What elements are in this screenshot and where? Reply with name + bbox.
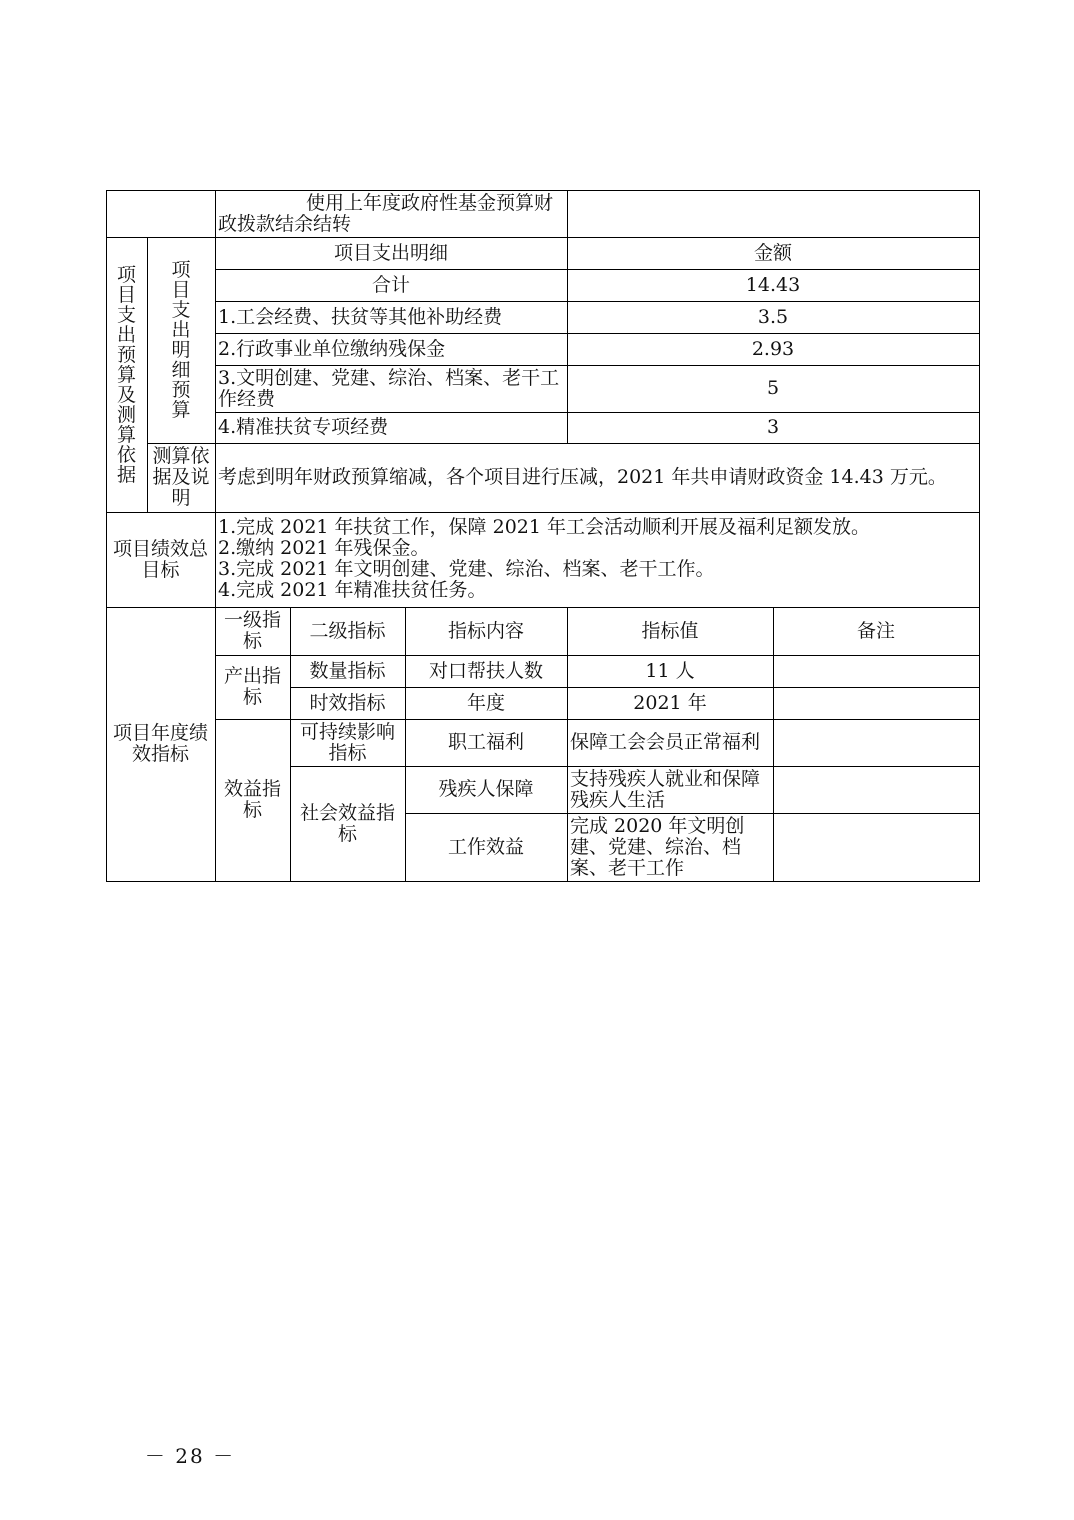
header-value: 指标值 (641, 619, 699, 642)
grid-line (147, 443, 980, 444)
indicator-remark (773, 655, 979, 687)
budget-item-amount: 3 (766, 416, 780, 438)
indicator-value: 保障工会会员正常福利 (570, 731, 761, 753)
goal-line: 4.完成 2021 年精准扶贫任务。 (218, 579, 487, 601)
grid-line (215, 333, 980, 334)
goal-line: 1.完成 2021 年扶贫工作，保障 2021 年工会活动顺利开展及福利足额发放。 (218, 516, 870, 538)
budget-detail-label-text: 项目支出明细预算 (171, 259, 191, 421)
budget-item-amount: 5 (766, 377, 780, 399)
indicator-remark (773, 766, 979, 813)
grid-line (215, 655, 980, 656)
indicator-content: 年度 (466, 691, 505, 714)
header-level2: 二级指标 (309, 619, 386, 642)
top-row-blank (106, 190, 215, 237)
indicator-value: 2021 年 (633, 691, 707, 714)
total-label: 合计 (371, 273, 410, 296)
indicator-level2: 数量指标 (309, 659, 386, 682)
budget-section-label (106, 237, 147, 512)
grid-line (215, 269, 980, 270)
indicator-level2: 时效指标 (309, 691, 386, 714)
goals-text (215, 512, 979, 607)
grid-line (215, 301, 980, 302)
indicators-label: 项目年度绩效指标 (112, 722, 208, 765)
page-number: － 28 － (144, 1443, 236, 1468)
budget-item-name: 2.行政事业单位缴纳残保金 (218, 337, 446, 360)
col-amount-header: 金额 (753, 241, 792, 264)
grid-line (567, 190, 568, 443)
budget-item-amount: 3.5 (757, 305, 789, 328)
grid-line (290, 687, 980, 688)
goals-label: 项目绩效总目标 (112, 537, 208, 581)
grid-line (106, 190, 980, 191)
total-value: 14.43 (745, 273, 801, 296)
grid-line (290, 766, 980, 767)
budget-item-name: 4.精准扶贫专项经费 (218, 416, 389, 438)
grid-line (215, 412, 980, 413)
indicator-value: 11 人 (645, 659, 695, 682)
goal-line: 3.完成 2021 年文明创建、党建、综治、档案、老干工作。 (218, 558, 715, 580)
grid-line (106, 512, 980, 513)
col-item-header: 项目支出明细 (333, 241, 448, 264)
grid-line (405, 813, 980, 814)
top-row-value (567, 190, 979, 237)
indicator-remark (773, 687, 979, 719)
basis-text: 考虑到明年财政预算缩减，各个项目进行压减，2021 年共申请财政资金 14.43 万元。 (218, 466, 947, 488)
grid-line (106, 881, 980, 882)
grid-line (106, 237, 980, 238)
top-row-label-text: 使用上年度政府性基金预算财政拨款结余结转 (218, 191, 554, 235)
header-content: 指标内容 (447, 619, 524, 642)
grid-line (215, 719, 980, 720)
indicator-content: 对口帮扶人数 (428, 659, 543, 682)
grid-line (405, 607, 406, 882)
indicator-remark (773, 813, 979, 881)
budget-item-amount: 2.93 (751, 337, 795, 360)
indicator-content: 残疾人保障 (438, 778, 534, 800)
header-level1: 一级指标 (223, 609, 281, 652)
grid-line (567, 607, 568, 882)
grid-line (106, 607, 980, 608)
grid-line (290, 607, 291, 882)
grid-line (147, 237, 148, 512)
grid-line (215, 365, 980, 366)
top-row-label (215, 190, 567, 237)
indicator-level2: 社会效益指标 (299, 801, 395, 845)
budget-item-name: 3.文明创建、党建、综治、档案、老干工作经费 (218, 366, 560, 410)
indicator-value: 完成 2020 年文明创建、党建、综治、档案、老干工作 (570, 814, 745, 879)
budget-section-label-text: 项目支出预算及测算依据 (117, 263, 137, 486)
grid-line (773, 607, 774, 882)
output-indicator-label: 产出指标 (223, 665, 281, 708)
indicator-content: 工作效益 (447, 835, 524, 858)
grid-line (215, 190, 216, 882)
indicator-content: 职工福利 (447, 731, 524, 753)
header-remark: 备注 (856, 619, 895, 642)
grid-line (979, 190, 980, 882)
budget-detail-label (147, 237, 215, 443)
indicator-level2: 可持续影响指标 (299, 720, 395, 764)
budget-item-name: 1.工会经费、扶贫等其他补助经费 (218, 305, 503, 328)
goal-line: 2.缴纳 2021 年残保金。 (218, 537, 430, 559)
basis-label: 测算依据及说明 (152, 445, 210, 509)
benefit-indicator-label: 效益指标 (223, 778, 281, 821)
grid-line (106, 190, 107, 882)
indicator-value: 支持残疾人就业和保障残疾人生活 (570, 767, 761, 811)
indicator-remark (773, 719, 979, 766)
